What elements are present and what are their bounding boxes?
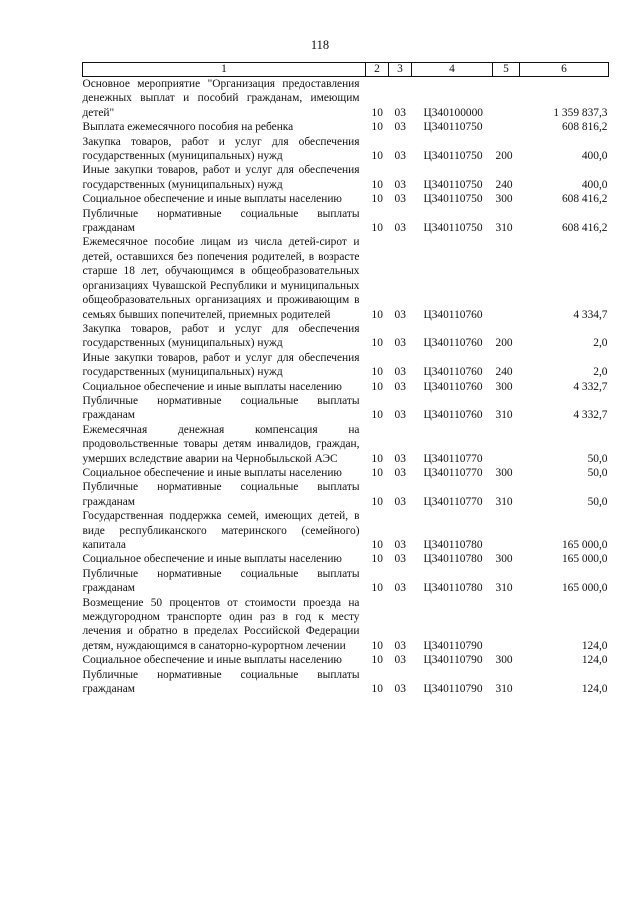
row-description: Социальное обеспечение и иные выплаты населению bbox=[82, 654, 342, 667]
row-subsection: 03 bbox=[394, 466, 406, 479]
row-target-code: Ц340110760 bbox=[423, 366, 483, 379]
row-expense-type: 310 bbox=[495, 495, 513, 508]
row-target-code: Ц340110750 bbox=[423, 222, 483, 235]
row-amount: 165 000,0 bbox=[561, 582, 608, 595]
table-row bbox=[83, 192, 609, 206]
row-expense-type bbox=[493, 77, 520, 121]
table-row bbox=[83, 509, 609, 552]
header-col-6: 6 bbox=[520, 63, 609, 77]
row-description: Государственная поддержка семей, имеющих детей, в виде республиканского материнского (семейного) капитала bbox=[82, 510, 360, 551]
row-description: Публичные нормативные социальные выплаты гражданам bbox=[82, 567, 360, 595]
row-section: 10 bbox=[371, 366, 383, 379]
row-subsection: 03 bbox=[394, 683, 406, 696]
row-section: 10 bbox=[371, 150, 383, 163]
row-description: Публичные нормативные социальные выплаты гражданам bbox=[82, 481, 360, 508]
row-expense-type: 200 bbox=[495, 337, 513, 350]
row-amount: 4 332,7 bbox=[573, 409, 608, 422]
row-section: 10 bbox=[371, 380, 383, 393]
row-subsection: 03 bbox=[394, 639, 406, 652]
row-target-code: Ц340110770 bbox=[423, 495, 483, 508]
table-row bbox=[83, 653, 609, 667]
row-amount: 50,0 bbox=[587, 495, 608, 508]
row-section: 10 bbox=[371, 409, 383, 422]
table-row bbox=[83, 423, 609, 466]
row-target-code: Ц340110750 bbox=[423, 121, 483, 134]
row-expense-type: 300 bbox=[495, 654, 513, 667]
header-col-5: 5 bbox=[493, 63, 520, 77]
table-row bbox=[83, 135, 609, 164]
row-subsection: 03 bbox=[394, 106, 406, 119]
row-target-code: Ц340110780 bbox=[423, 539, 483, 551]
row-section: 10 bbox=[371, 308, 383, 321]
header-col-3: 3 bbox=[389, 63, 412, 77]
header-col-4: 4 bbox=[412, 63, 493, 77]
row-amount: 124,0 bbox=[581, 654, 608, 667]
row-expense-type bbox=[493, 509, 520, 552]
row-expense-type: 310 bbox=[495, 222, 513, 235]
row-section: 10 bbox=[371, 121, 383, 134]
row-target-code: Ц340110760 bbox=[423, 380, 483, 393]
row-section: 10 bbox=[371, 582, 383, 595]
row-target-code: Ц340110750 bbox=[423, 193, 483, 206]
row-expense-type: 300 bbox=[495, 380, 513, 393]
row-description: Социальное обеспечение и иные выплаты населению bbox=[82, 193, 342, 206]
row-target-code: Ц340110790 bbox=[423, 639, 483, 652]
row-expense-type: 240 bbox=[495, 366, 513, 379]
row-target-code: Ц340110760 bbox=[423, 308, 483, 321]
row-section: 10 bbox=[371, 466, 383, 479]
row-amount: 50,0 bbox=[587, 452, 608, 465]
row-amount: 608 416,2 bbox=[561, 222, 608, 235]
row-subsection: 03 bbox=[394, 121, 406, 134]
table-row bbox=[83, 596, 609, 654]
row-description: Выплата ежемесячного пособия на ребенка bbox=[82, 121, 294, 134]
row-description: Ежемесячное пособие лицам из числа детей-сирот и детей, оставшихся без попечения родителей, в возрасте старше 18 лет, обучающимся в общеобразовательных организациях Чувашской Республики и муниципальных общеобразовательных организациях и проживающим в семьях бывших попечителей, приемных родителей bbox=[82, 236, 360, 321]
row-amount: 124,0 bbox=[581, 639, 608, 652]
row-expense-type bbox=[493, 120, 520, 134]
table-header bbox=[83, 63, 609, 77]
row-target-code: Ц340110780 bbox=[423, 582, 483, 595]
row-subsection: 03 bbox=[394, 495, 406, 508]
row-description: Публичные нормативные социальные выплаты гражданам bbox=[82, 394, 360, 422]
row-section: 10 bbox=[371, 495, 383, 508]
row-amount: 2,0 bbox=[593, 337, 608, 350]
row-subsection: 03 bbox=[394, 380, 406, 393]
row-subsection: 03 bbox=[394, 409, 406, 422]
row-subsection: 03 bbox=[394, 308, 406, 321]
row-target-code: Ц340110750 bbox=[423, 150, 483, 163]
row-section: 10 bbox=[371, 683, 383, 696]
row-subsection: 03 bbox=[394, 193, 406, 206]
table-row bbox=[83, 235, 609, 321]
row-subsection: 03 bbox=[394, 582, 406, 595]
row-subsection: 03 bbox=[394, 366, 406, 379]
row-subsection: 03 bbox=[394, 150, 406, 163]
row-description: Социальное обеспечение и иные выплаты населению bbox=[82, 466, 342, 479]
row-target-code: Ц340100000 bbox=[423, 106, 483, 119]
row-subsection: 03 bbox=[394, 222, 406, 235]
table-row bbox=[83, 552, 609, 566]
row-description: Возмещение 50 процентов от стоимости проезда на междугородном транспорте один раз в год к месту лечения и обратно в пределах Российской Федерации детям, нуждающимся в санаторно-курортном лечении bbox=[82, 596, 360, 652]
row-target-code: Ц340110750 bbox=[423, 178, 483, 191]
row-section: 10 bbox=[371, 337, 383, 350]
row-description: Иные закупки товаров, работ и услуг для обеспечения государственных (муниципальных) нужд bbox=[82, 351, 360, 379]
row-subsection: 03 bbox=[394, 654, 406, 667]
row-section: 10 bbox=[371, 654, 383, 667]
row-expense-type: 300 bbox=[495, 553, 513, 566]
row-subsection: 03 bbox=[394, 337, 406, 350]
row-target-code: Ц340110760 bbox=[423, 409, 483, 422]
table-row bbox=[83, 322, 609, 351]
table-row bbox=[83, 207, 609, 236]
row-expense-type: 300 bbox=[495, 193, 513, 206]
table-row bbox=[83, 163, 609, 192]
row-section: 10 bbox=[371, 106, 383, 119]
row-amount: 50,0 bbox=[587, 466, 608, 479]
row-target-code: Ц340110790 bbox=[423, 683, 483, 696]
table-row bbox=[83, 380, 609, 394]
page-number: 118 bbox=[310, 38, 330, 52]
row-amount: 124,0 bbox=[581, 683, 608, 696]
row-expense-type: 310 bbox=[495, 582, 513, 595]
row-amount: 4 334,7 bbox=[573, 308, 608, 321]
row-subsection: 03 bbox=[394, 539, 406, 551]
row-description: Иные закупки товаров, работ и услуг для обеспечения государственных (муниципальных) нужд bbox=[82, 164, 360, 191]
table-row bbox=[83, 77, 609, 121]
header-col-2: 2 bbox=[366, 63, 389, 77]
row-amount: 165 000,0 bbox=[561, 553, 608, 566]
row-amount: 400,0 bbox=[581, 178, 608, 191]
row-amount: 2,0 bbox=[593, 366, 608, 379]
row-expense-type: 300 bbox=[495, 466, 513, 479]
row-description: Публичные нормативные социальные выплаты гражданам bbox=[82, 207, 360, 235]
row-amount: 4 332,7 bbox=[573, 380, 608, 393]
row-description: Основное мероприятие "Организация предоставления денежных выплат и пособий гражданам, имеющим детей" bbox=[82, 78, 360, 119]
row-expense-type bbox=[493, 596, 520, 654]
row-target-code: Ц340110770 bbox=[423, 466, 483, 479]
row-description: Закупка товаров, работ и услуг для обеспечения государственных (муниципальных) нужд bbox=[82, 135, 360, 163]
row-amount: 608 416,2 bbox=[561, 193, 608, 206]
table-row bbox=[83, 668, 609, 697]
row-expense-type bbox=[493, 423, 520, 466]
row-description: Публичные нормативные социальные выплаты гражданам bbox=[82, 668, 360, 696]
table-row bbox=[83, 394, 609, 423]
row-expense-type: 310 bbox=[495, 683, 513, 696]
row-description: Социальное обеспечение и иные выплаты населению bbox=[82, 553, 342, 566]
row-expense-type: 240 bbox=[495, 178, 513, 191]
table-body bbox=[83, 77, 609, 697]
row-subsection: 03 bbox=[394, 553, 406, 566]
row-amount: 1 359 837,3 bbox=[553, 106, 608, 119]
header-col-1: 1 bbox=[83, 63, 366, 77]
row-section: 10 bbox=[371, 539, 383, 551]
header-row bbox=[83, 63, 609, 77]
table-row bbox=[83, 120, 609, 134]
table-row bbox=[83, 567, 609, 596]
budget-table bbox=[82, 62, 609, 696]
row-expense-type bbox=[493, 235, 520, 321]
row-section: 10 bbox=[371, 222, 383, 235]
row-section: 10 bbox=[371, 553, 383, 566]
row-amount: 400,0 bbox=[581, 150, 608, 163]
table-row bbox=[83, 466, 609, 480]
row-description: Закупка товаров, работ и услуг для обеспечения государственных (муниципальных) нужд bbox=[82, 322, 360, 350]
row-target-code: Ц340110770 bbox=[423, 452, 483, 465]
row-description: Социальное обеспечение и иные выплаты населению bbox=[82, 380, 342, 393]
row-section: 10 bbox=[371, 452, 383, 465]
row-target-code: Ц340110780 bbox=[423, 553, 483, 566]
row-expense-type: 310 bbox=[495, 409, 513, 422]
row-amount: 608 816,2 bbox=[561, 121, 608, 134]
row-section: 10 bbox=[371, 639, 383, 652]
row-section: 10 bbox=[371, 193, 383, 206]
table-row bbox=[83, 480, 609, 509]
row-target-code: Ц340110790 bbox=[423, 654, 483, 667]
row-target-code: Ц340110760 bbox=[423, 337, 483, 350]
row-subsection: 03 bbox=[394, 452, 406, 465]
row-amount: 165 000,0 bbox=[561, 539, 608, 551]
row-section: 10 bbox=[371, 178, 383, 191]
row-description: Ежемесячная денежная компенсация на продовольственные товары детям инвалидов, граждан, умерших вследствие аварии на Чернобыльской АЭС bbox=[82, 423, 360, 465]
table-row bbox=[83, 351, 609, 380]
row-subsection: 03 bbox=[394, 178, 406, 191]
row-expense-type: 200 bbox=[495, 150, 513, 163]
